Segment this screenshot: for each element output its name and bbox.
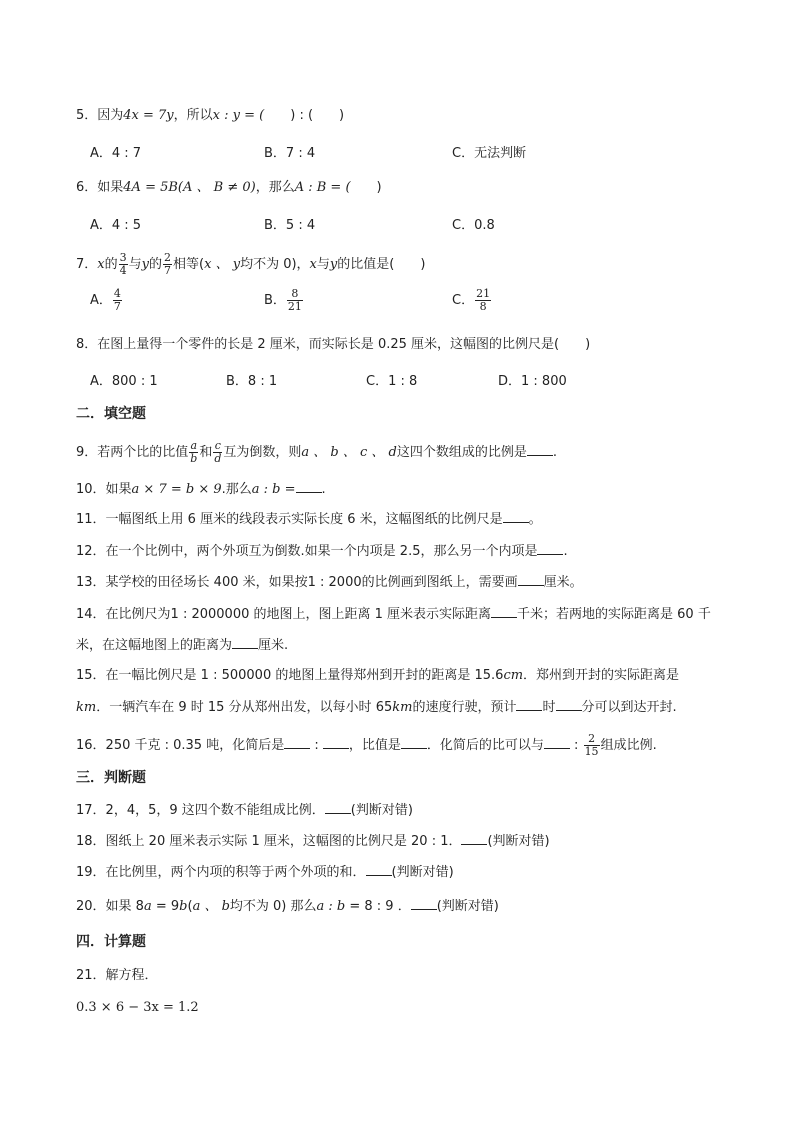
question-10 [76, 480, 326, 499]
q16-frac-den: 15 [584, 745, 599, 758]
q15-unit-cm: cm [503, 668, 524, 683]
question-15-line-2 [76, 698, 677, 717]
question-11 [76, 510, 542, 529]
q19-judge-label: (判断对错) [391, 865, 454, 880]
question-20 [76, 897, 499, 916]
q20-text: = 8 : 9 ． [345, 899, 411, 914]
q16-text: 16．250 千克 : 0.35 吨，化简后是 [76, 738, 285, 753]
q7-text: 与 [128, 257, 142, 272]
q9-text: 9．若两个比的比值 [76, 445, 189, 460]
q9-fraction-1 [189, 440, 198, 465]
question-15-line-1 [76, 667, 679, 685]
q6-ask: A : B = ( [294, 180, 351, 195]
q7-option-a-label: A． [90, 293, 112, 308]
q6-option-a[interactable]: A．4 : 5 [90, 218, 142, 233]
q8-option-d[interactable]: D．1 : 800 [498, 374, 567, 389]
q7-option-a[interactable] [90, 288, 123, 313]
q18-answer-blank[interactable] [461, 832, 487, 845]
q16-text: : [569, 738, 583, 753]
question-8 [76, 336, 590, 354]
q7-option-c[interactable] [452, 288, 492, 313]
q5-option-c[interactable]: C．无法判断 [452, 146, 527, 161]
question-17 [76, 801, 413, 820]
q5-number: 5．因为 [76, 108, 124, 123]
question-14-line-2 [76, 636, 288, 655]
q16-text: : [310, 738, 323, 753]
q9-fraction-2 [213, 440, 222, 465]
q7-b-den: 21 [287, 300, 302, 313]
q9-f2-den: d [214, 452, 222, 465]
q13-text: 13．某学校的田径场长 400 米，如果按1 : 2000的比例画到图纸上，需要画 [76, 575, 518, 590]
q9-f1-num: a [190, 439, 198, 452]
q7-text: 的比值是( [337, 257, 395, 272]
question-13 [76, 573, 583, 592]
q8-options [90, 373, 710, 409]
q11-end: 。 [528, 512, 542, 527]
q7-text: 与 [316, 257, 330, 272]
q19-answer-blank[interactable] [366, 863, 392, 876]
section-2-title: 二．填空题 [76, 406, 146, 422]
q14-text: 千米；若两地的实际距离是 60 千 [517, 607, 711, 622]
question-21: 21．解方程． [76, 968, 158, 983]
q7-text: 的 [149, 257, 163, 272]
q7-text: 的 [104, 257, 118, 272]
q9-f1-den: b [190, 452, 198, 465]
q10-text: .那么 [221, 482, 252, 497]
q5-equation: 4x = 7y [123, 108, 174, 123]
question-7 [76, 252, 425, 277]
q12-answer-blank[interactable] [537, 542, 563, 555]
q15-text: 分可以到达开封. [581, 700, 677, 715]
question-12 [76, 542, 568, 561]
q7-end: ) [420, 257, 426, 272]
q11-text: 11．一幅图纸上用 6 厘米的线段表示实际长度 6 米，这幅图纸的比例尺是 [76, 512, 503, 527]
q18-text: 18．图纸上 20 厘米表示实际 1 厘米，这幅图的比例尺是 20 : 1． [76, 834, 462, 849]
q10-end: . [321, 482, 326, 497]
q20-judge-label: (判断对错) [436, 899, 499, 914]
q9-answer-blank[interactable] [527, 443, 553, 456]
q9-end: . [552, 445, 558, 460]
q9-vars: a 、 b 、 c 、 d [301, 445, 397, 460]
q6-options [90, 217, 710, 253]
q6-option-b[interactable]: B．5 : 4 [264, 218, 316, 233]
q13-answer-blank[interactable] [518, 573, 544, 586]
q7-number: 7． [76, 257, 98, 272]
q15-unit-km: km [392, 700, 413, 715]
q12-text: 12．在一个比例中，两个外项互为倒数.如果一个内项是 2.5，那么另一个内项是 [76, 544, 538, 559]
q7-var-x: x [309, 257, 317, 272]
q15-text: 15．在一幅比例尺是 1 : 500000 的地图上量得郑州到开封的距离是 15.6 [76, 668, 504, 683]
q7-option-c-frac [475, 288, 491, 313]
q15-text: ．郑州到开封的实际距离是 [523, 668, 680, 683]
q13-end: 厘米。 [543, 575, 583, 590]
q20-text: 20．如果 8 [76, 899, 144, 914]
q6-end: ) [376, 180, 382, 195]
q14-answer-blank-1[interactable] [491, 605, 517, 618]
q8-option-a[interactable]: A．800 : 1 [90, 374, 158, 389]
q14-text: 厘米. [258, 638, 289, 653]
q20-answer-blank[interactable] [411, 897, 437, 910]
q6-number: 6．如果 [76, 180, 124, 195]
q16-text: ，比值是 [348, 738, 401, 753]
q16-answer-blank-4[interactable] [544, 736, 570, 749]
q20-var-b: b [179, 899, 188, 914]
q15-text: 时 [542, 700, 556, 715]
section-4-title: 四．计算题 [76, 934, 146, 950]
q7-option-b[interactable] [264, 288, 304, 313]
q5-ask: x : y = ( [212, 108, 265, 123]
q7-f2-den: 7 [164, 264, 172, 277]
q8-end: ) [585, 337, 591, 352]
question-16 [76, 733, 657, 758]
q7-options [90, 288, 710, 324]
q5-option-b[interactable]: B．7 : 4 [264, 146, 316, 161]
q15-answer-blank-minute[interactable] [556, 698, 582, 711]
q9-text: 互为倒数，则 [223, 445, 302, 460]
q16-text: ．化简后的比可以与 [426, 738, 544, 753]
q7-c-num: 21 [476, 287, 491, 300]
q7-fraction-1 [119, 252, 128, 277]
q7-option-b-label: B． [264, 293, 286, 308]
q7-a-den: 7 [113, 300, 121, 313]
section-3-title: 三．判断题 [76, 770, 146, 786]
q5-sep: ) : ( [290, 108, 314, 123]
q15-answer-blank-hour[interactable] [516, 698, 542, 711]
q15-text: 的速度行驶，预计 [412, 700, 517, 715]
q7-var-y: y [141, 257, 150, 272]
q7-vars: x 、 y [204, 257, 241, 272]
q7-a-num: 4 [113, 287, 121, 300]
q7-option-b-frac [287, 288, 303, 313]
q6-text: ，那么 [255, 180, 295, 195]
q11-answer-blank[interactable] [503, 510, 529, 523]
q16-answer-blank-3[interactable] [401, 736, 427, 749]
q7-var-y: y [329, 257, 338, 272]
q20-var-a: a [143, 899, 152, 914]
q5-text: ，所以 [173, 108, 213, 123]
question-9 [76, 440, 557, 465]
q15-unit-km: km [76, 700, 97, 715]
question-6 [76, 179, 382, 197]
q7-var-x: x [97, 257, 105, 272]
q5-option-a[interactable]: A．4 : 7 [90, 146, 142, 161]
q17-answer-blank[interactable] [325, 801, 351, 814]
q14-text: 米，在这幅地图上的距离为 [76, 638, 233, 653]
q8-text: 8．在图上量得一个零件的长是 2 厘米，而实际长是 0.25 厘米，这幅图的比例尺是( [76, 337, 560, 352]
q14-answer-blank-2[interactable] [232, 636, 258, 649]
q16-answer-blank-1[interactable] [284, 736, 310, 749]
question-18 [76, 832, 550, 851]
q7-fraction-2 [163, 252, 172, 277]
q14-text: 14．在比例尺为1 : 2000000 的地图上，图上距离 1 厘米表示实际距离 [76, 607, 492, 622]
q21-equation: 0.3 × 6 − 3x = 1.2 [76, 1000, 199, 1015]
q16-answer-blank-2[interactable] [323, 736, 349, 749]
q16-fraction [584, 733, 600, 758]
q7-f2-num: 2 [164, 251, 172, 264]
q16-text: 组成比例. [600, 738, 657, 753]
q10-text: 10．如果 [76, 482, 132, 497]
q5-end: ) [339, 108, 345, 123]
q7-f1-num: 3 [119, 251, 127, 264]
q7-text: 相等( [173, 257, 205, 272]
q10-ask: a : b = [251, 482, 296, 497]
q10-answer-blank[interactable] [296, 480, 322, 493]
question-19 [76, 863, 454, 882]
q6-option-c[interactable]: C．0.8 [452, 218, 495, 233]
q9-f2-num: c [214, 439, 221, 452]
question-14-line-1 [76, 605, 711, 624]
q7-text: 均不为 0)， [240, 257, 310, 272]
q7-option-c-label: C． [452, 293, 475, 308]
q8-option-b[interactable]: B．8 : 1 [226, 374, 278, 389]
q17-judge-label: (判断对错) [350, 803, 413, 818]
q20-ratio: a : b [316, 899, 346, 914]
q20-text: ( [187, 899, 193, 914]
q8-option-c[interactable]: C．1 : 8 [366, 374, 418, 389]
q7-option-a-frac [113, 288, 122, 313]
q18-judge-label: (判断对错) [487, 834, 550, 849]
q20-text: 均不为 0) 那么 [229, 899, 317, 914]
question-5 [76, 107, 344, 125]
q20-text: = 9 [151, 899, 180, 914]
q6-equation: 4A = 5B(A 、 B ≠ 0) [123, 180, 256, 195]
q9-text: 和 [199, 445, 213, 460]
q17-text: 17．2，4，5，9 这四个数不能组成比例． [76, 803, 325, 818]
q15-text: ．一辆汽车在 9 时 15 分从郑州出发，以每小时 65 [96, 700, 393, 715]
q5-options [90, 145, 710, 181]
q12-end: . [563, 544, 568, 559]
q10-equation: a × 7 = b × 9 [131, 482, 222, 497]
q7-f1-den: 4 [119, 264, 127, 277]
q20-vars: a 、 b [192, 899, 230, 914]
q19-text: 19．在比例里，两个内项的积等于两个外项的和． [76, 865, 366, 880]
q16-frac-num: 2 [584, 733, 600, 746]
q7-c-den: 8 [479, 300, 487, 313]
q7-b-num: 8 [287, 288, 303, 301]
q9-text: 这四个数组成的比例是 [396, 445, 527, 460]
